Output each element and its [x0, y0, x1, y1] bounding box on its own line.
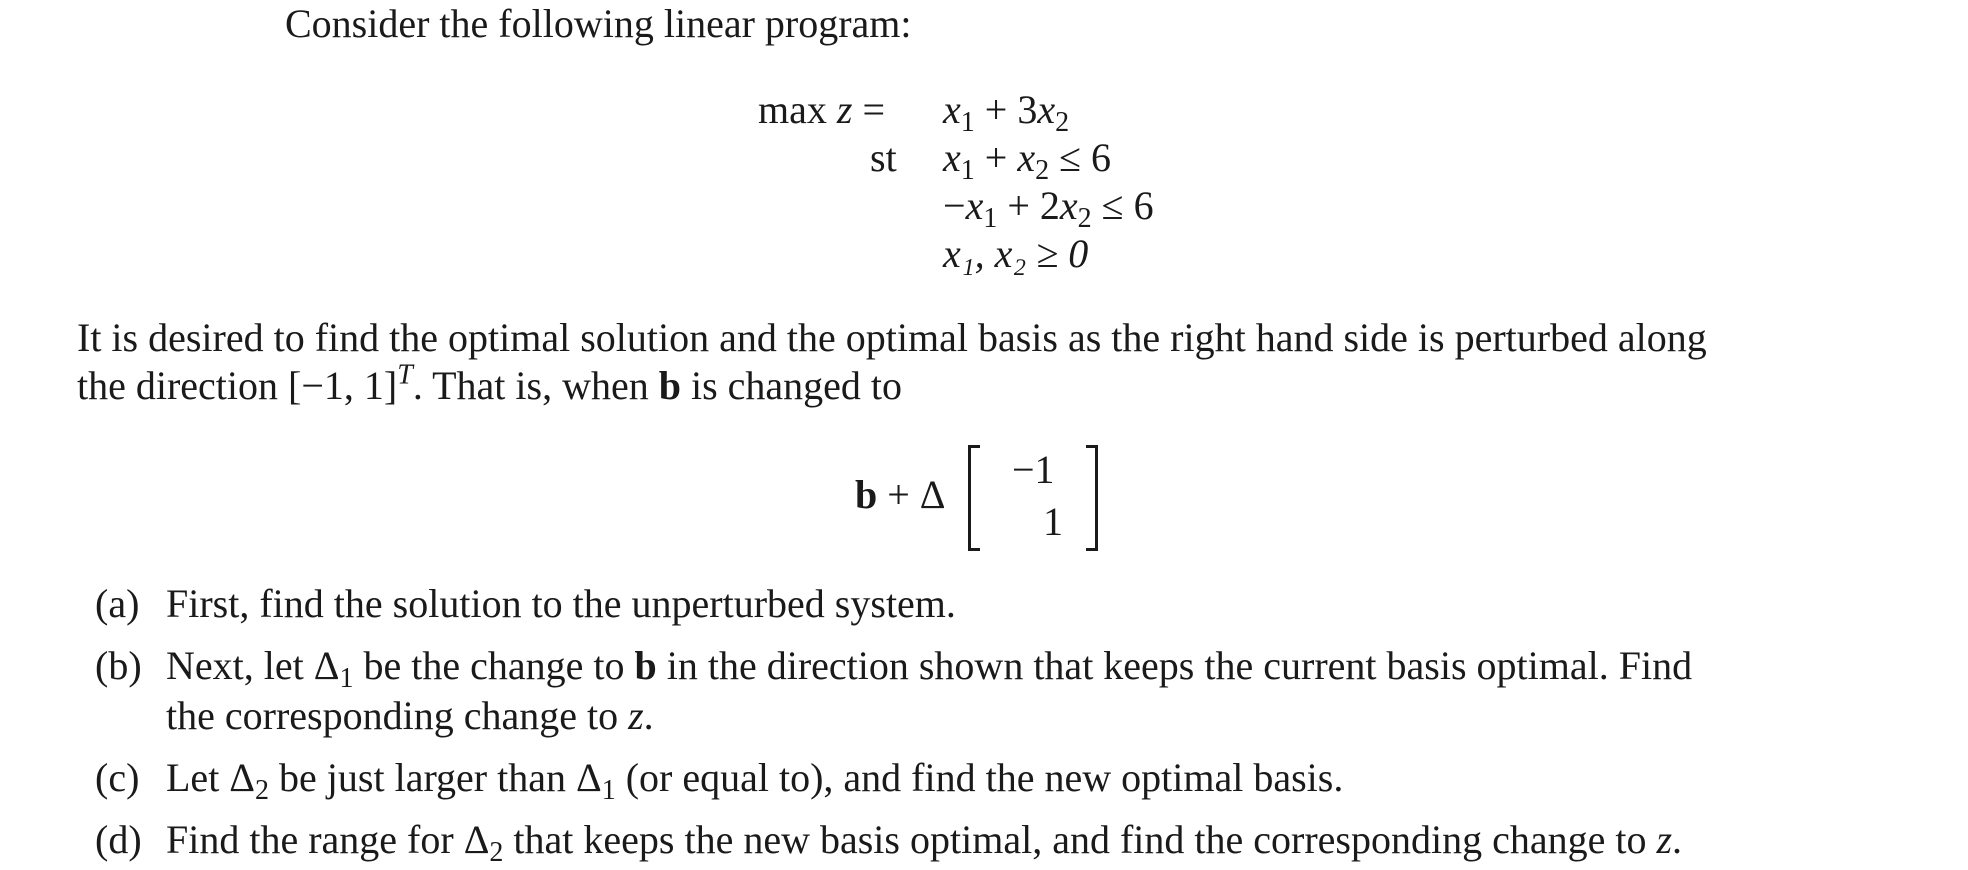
paragraph-line-2: the direction [−1, 1]$^T$. That is, when b is changed to [77, 359, 903, 408]
part-c-label: (c) [95, 755, 140, 800]
lp-objective-label: max z = [758, 87, 886, 132]
lp-st-label: st [870, 135, 897, 180]
part-b-label: (b) [95, 643, 142, 688]
matrix-top-entry: −1 [1012, 447, 1055, 492]
matrix-bottom-entry: 1 [1043, 499, 1063, 544]
part-b-text-line-1: Next, let $\Delta_1$ be the change to b in the direction shown that keeps the current basis optimal. Find [166, 643, 1693, 694]
part-a-text: First, find the solution to the unperturbed system. [166, 581, 956, 626]
part-b-text-line-2: the corresponding change to z. [166, 693, 654, 738]
lp-nonnegativity: x₁, x₂ ≥ 0 [943, 231, 1089, 276]
part-d-label: (d) [95, 817, 142, 862]
matrix-right-bracket [1086, 445, 1098, 551]
part-d-text: Find the range for $\Delta_2$ that keeps the new basis optimal, and find the corresponding change to z. [166, 817, 1683, 868]
part-a-label: (a) [95, 581, 140, 626]
part-c-text: Let $\Delta_2$ be just larger than $\Delta_1$ (or equal to), and find the new optimal basis. [166, 755, 1344, 806]
perturbation-expression: b + Δ [855, 472, 946, 517]
lp-constraint-2: $-x_1 + 2x_2 \le 6$ [943, 183, 1154, 234]
matrix-left-bracket [968, 445, 980, 551]
lp-objective-expression: $x_1 + 3x_2$ [943, 87, 1070, 138]
intro-text: Consider the following linear program: [285, 1, 912, 46]
paragraph-line-1: It is desired to find the optimal solution and the optimal basis as the right hand side is perturbed along [77, 315, 1707, 360]
lp-constraint-1: $x_1 + x_2 \le 6$ [943, 135, 1112, 186]
